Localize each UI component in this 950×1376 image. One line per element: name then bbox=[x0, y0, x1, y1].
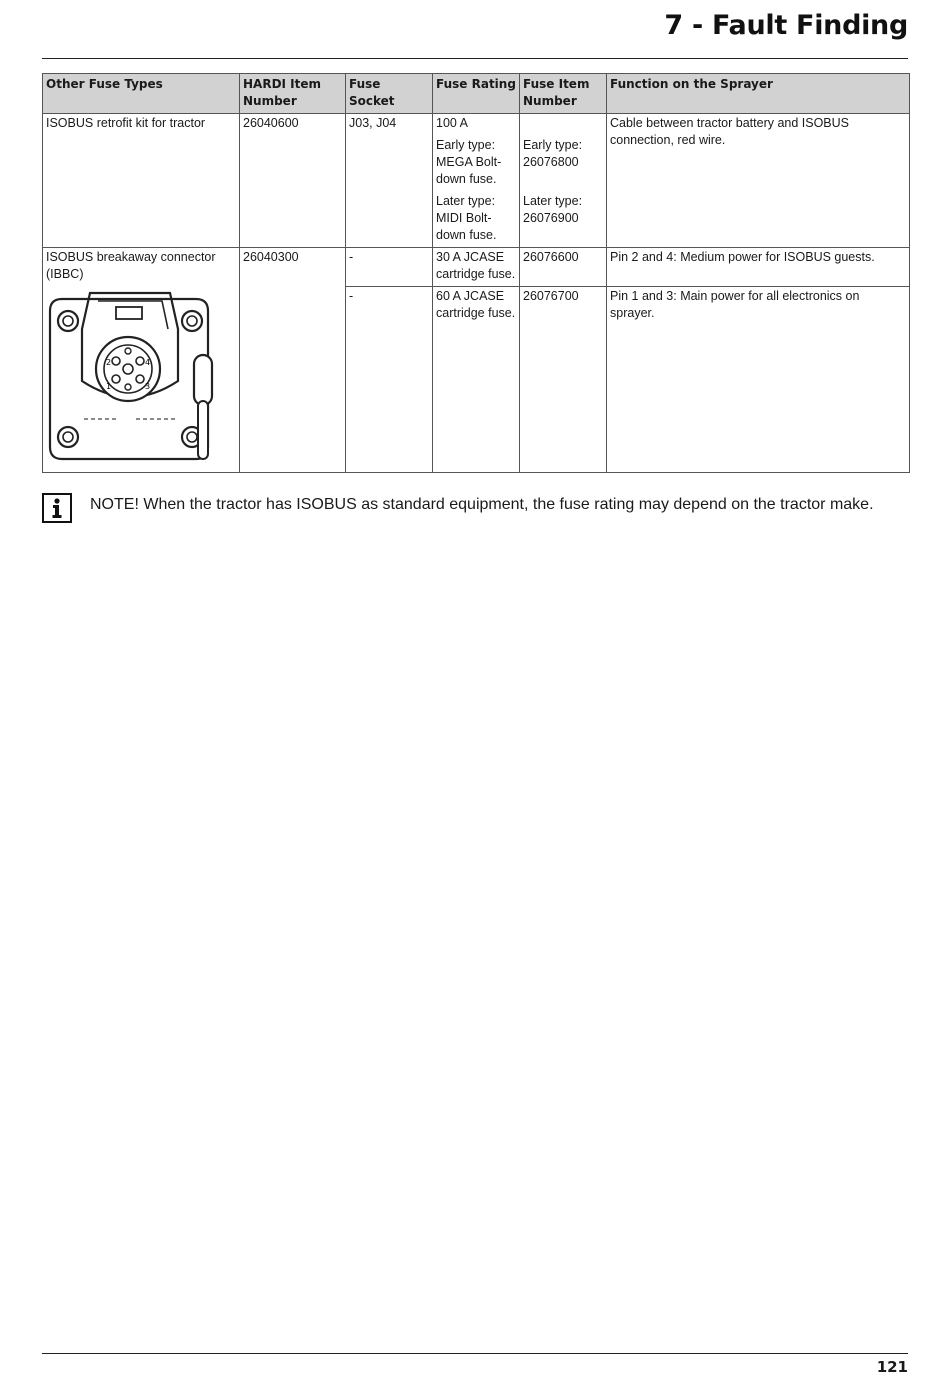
item-early: Early type: 26076800 bbox=[523, 138, 583, 169]
column-header: Function on the Sprayer bbox=[607, 74, 910, 114]
item-later: Later type: 26076900 bbox=[523, 194, 583, 225]
cell-fuse-rating bbox=[433, 114, 520, 248]
connector-label: ISOBUS breakaway connector (IBBC) bbox=[46, 250, 216, 281]
page-title: 7 - Fault Finding bbox=[664, 10, 908, 41]
cell-fuse-rating: 60 A JCASE cartridge fuse. bbox=[433, 287, 520, 473]
rating-early: Early type: MEGA Bolt-down fuse. bbox=[436, 138, 502, 186]
cell-fuse-type bbox=[43, 248, 240, 473]
column-header: Fuse Rating bbox=[433, 74, 520, 114]
pin-label: 1 bbox=[106, 382, 112, 391]
pin-label: 2 bbox=[106, 358, 112, 367]
header-rule bbox=[42, 58, 908, 59]
table-header-row bbox=[43, 74, 910, 114]
cell-fuse-socket: - bbox=[346, 287, 433, 473]
cell-fuse-socket: J03, J04 bbox=[346, 114, 433, 248]
rating-main: 100 A bbox=[436, 116, 468, 130]
cell-hardi-number: 26040600 bbox=[240, 114, 346, 248]
note-text: NOTE! When the tractor has ISOBUS as standard equipment, the fuse rating may depend on the tractor make. bbox=[90, 496, 874, 513]
page-number: 121 bbox=[876, 1358, 908, 1376]
cell-fuse-rating: 30 A JCASE cartridge fuse. bbox=[433, 248, 520, 287]
cell-fuse-item bbox=[520, 114, 607, 248]
cell-fuse-socket: - bbox=[346, 248, 433, 287]
cell-fuse-type: ISOBUS retrofit kit for tractor bbox=[43, 114, 240, 248]
cell-function: Pin 1 and 3: Main power for all electronics on sprayer. bbox=[607, 287, 910, 473]
connector-drawing bbox=[46, 289, 216, 469]
table-row bbox=[43, 114, 910, 248]
cell-hardi-number: 26040300 bbox=[240, 248, 346, 473]
footer-rule bbox=[42, 1353, 908, 1354]
cell-function: Cable between tractor battery and ISOBUS connection, red wire. bbox=[607, 114, 910, 248]
fuse-table bbox=[42, 73, 910, 473]
pin-label: 3 bbox=[145, 382, 151, 391]
column-header: Fuse Item Number bbox=[520, 74, 607, 114]
pin-label: 4 bbox=[145, 358, 151, 367]
column-header: Other Fuse Types bbox=[43, 74, 240, 114]
table-row bbox=[43, 248, 910, 287]
cell-fuse-item: 26076600 bbox=[520, 248, 607, 287]
rating-later: Later type: MIDI Bolt-down fuse. bbox=[436, 194, 497, 242]
info-icon bbox=[42, 493, 72, 523]
column-header: Fuse Socket bbox=[346, 74, 433, 114]
column-header: HARDI Item Number bbox=[240, 74, 346, 114]
cell-function: Pin 2 and 4: Medium power for ISOBUS guests. bbox=[607, 248, 910, 287]
cell-fuse-item: 26076700 bbox=[520, 287, 607, 473]
